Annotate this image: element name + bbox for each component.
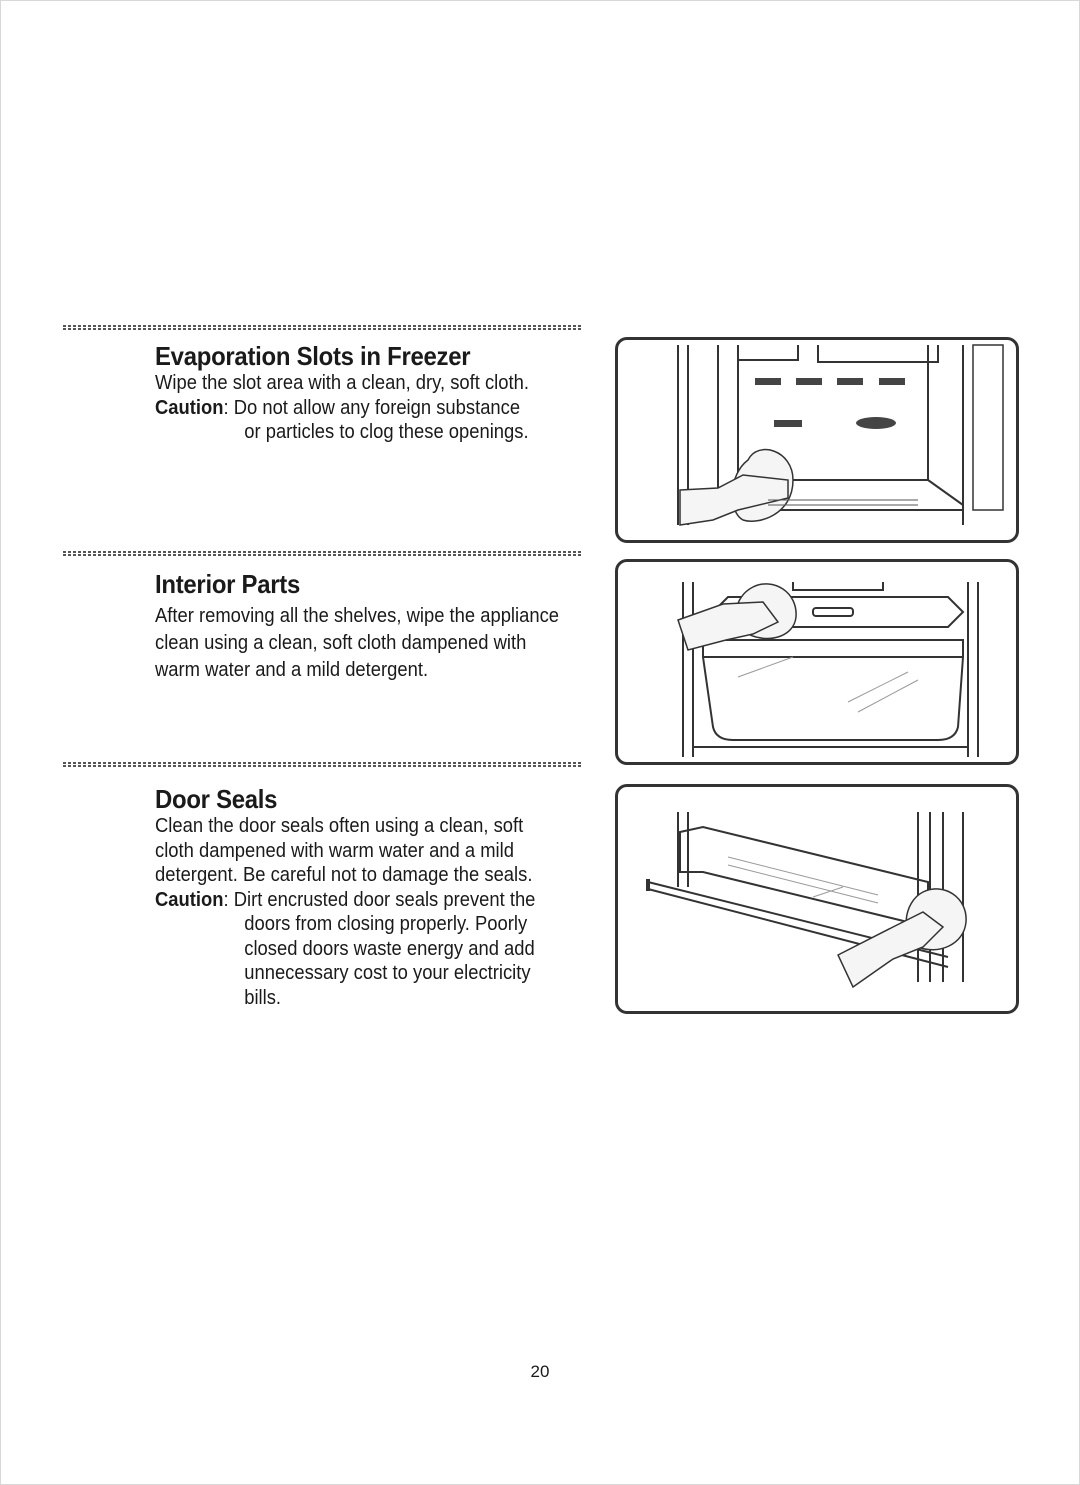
- caution-line: unnecessary cost to your electricity: [244, 962, 531, 984]
- caution-line: bills.: [244, 986, 282, 1009]
- section-interior-parts: [155, 569, 605, 684]
- body-line: cloth dampened with warm water and a mild: [155, 839, 514, 862]
- body-line: detergent. Be careful not to damage the seals.: [155, 864, 533, 886]
- section-evaporation-slots: [155, 341, 605, 445]
- door-seals-illustration: [615, 784, 1019, 1014]
- caution-text: : Do not allow any foreign substance: [223, 396, 521, 419]
- page-number: 20: [530, 1362, 550, 1381]
- caution-label: Caution: [155, 888, 224, 911]
- caution-text: : Dirt encrusted door seals prevent the: [223, 888, 536, 911]
- freezer-evaporation-illustration: [615, 337, 1019, 543]
- section-heading: Evaporation Slots in Freezer: [155, 341, 471, 371]
- caution-label: Caution: [155, 396, 224, 419]
- interior-parts-illustration: [615, 559, 1019, 765]
- body-line: Wipe the slot area with a clean, dry, soft cloth.: [155, 372, 529, 394]
- section-door-seals: [155, 784, 605, 1010]
- body-line: Clean the door seals often using a clean, soft: [155, 815, 524, 837]
- caution-line: [155, 396, 606, 421]
- caution-line: doors from closing properly. Poorly: [244, 913, 528, 935]
- caution-line: [155, 888, 606, 913]
- section-divider: [63, 551, 583, 557]
- section-divider: [63, 762, 583, 768]
- section-heading: Interior Parts: [155, 569, 301, 599]
- body-line: After removing all the shelves, wipe the appliance: [155, 605, 560, 627]
- body-line: clean using a clean, soft cloth dampened with: [155, 632, 527, 654]
- section-heading: Door Seals: [155, 784, 278, 814]
- section-divider: [63, 325, 583, 331]
- caution-line: or particles to clog these openings.: [244, 421, 529, 443]
- caution-line: closed doors waste energy and add: [244, 937, 535, 960]
- body-line: warm water and a mild detergent.: [155, 659, 429, 681]
